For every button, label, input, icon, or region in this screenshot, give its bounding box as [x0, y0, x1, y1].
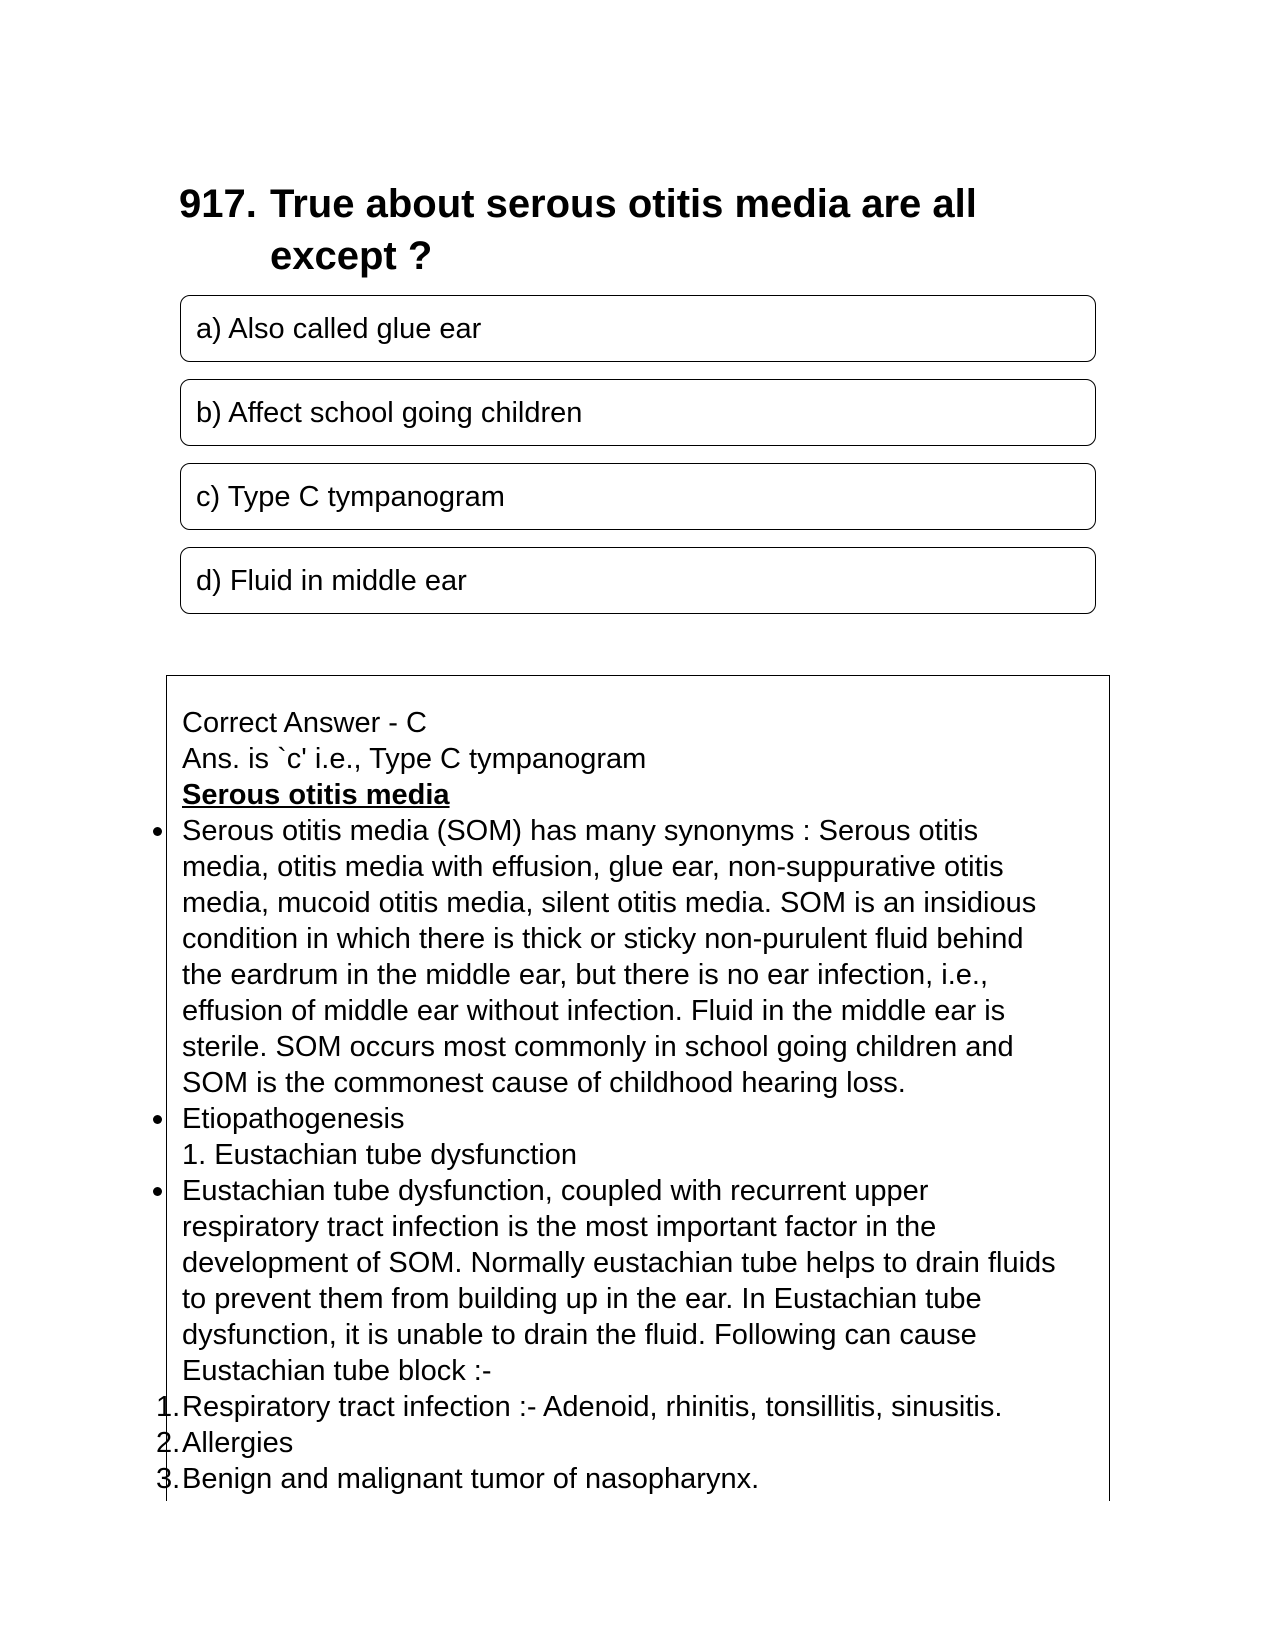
cause-item — [156, 1425, 1092, 1461]
cause-number: 1. — [156, 1391, 181, 1423]
paragraph-line: Eustachian tube dysfunction, coupled with recurrent upper — [182, 1175, 929, 1207]
question-number: 917. — [179, 182, 257, 226]
paragraph-line: Etiopathogenesis — [182, 1103, 405, 1135]
cause-item — [156, 1389, 1092, 1425]
option-a[interactable] — [180, 295, 1096, 362]
paragraph-line: sterile. SOM occurs most commonly in school going children and — [182, 1031, 1014, 1063]
option-label: d) Fluid in middle ear — [196, 565, 467, 597]
paragraph-line: the eardrum in the middle ear, but there is no ear infection, i.e., — [182, 959, 989, 991]
bullet-icon — [153, 1115, 162, 1124]
answer-explanation: Ans. is `c' i.e., Type C tympanogram — [182, 743, 647, 775]
paragraph-line: effusion of middle ear without infection. Fluid in the middle ear is — [182, 995, 1006, 1027]
option-b[interactable] — [180, 379, 1096, 446]
option-label: c) Type C tympanogram — [196, 481, 505, 513]
cause-item — [156, 1461, 1092, 1497]
paragraph-line: respiratory tract infection is the most important factor in the — [182, 1211, 937, 1243]
section-heading: Serous otitis media — [182, 779, 450, 811]
option-c[interactable] — [180, 463, 1096, 530]
cause-number: 2. — [156, 1427, 181, 1459]
cause-text: Benign and malignant tumor of nasopharynx. — [182, 1463, 760, 1495]
paragraph-line: to prevent them from building up in the ear. In Eustachian tube — [182, 1283, 982, 1315]
bullet-icon — [153, 1187, 162, 1196]
question-text — [270, 178, 1070, 282]
answer-content — [156, 705, 1092, 1497]
option-label: a) Also called glue ear — [196, 313, 482, 345]
cause-text: Respiratory tract infection :- Adenoid, rhinitis, tonsillitis, sinusitis. — [182, 1391, 1003, 1423]
paragraph-line: media, otitis media with effusion, glue ear, non-suppurative otitis — [182, 851, 1004, 883]
paragraph-line: dysfunction, it is unable to drain the fluid. Following can cause — [182, 1319, 977, 1351]
option-d[interactable] — [180, 547, 1096, 614]
paragraph-line: SOM is the commonest cause of childhood hearing loss. — [182, 1067, 906, 1099]
paragraph-line: Eustachian tube block :- — [182, 1355, 492, 1387]
bullet-icon — [153, 827, 162, 836]
bullet-item — [182, 1101, 1092, 1137]
question-text-line: except ? — [270, 234, 433, 278]
option-label: b) Affect school going children — [196, 397, 583, 429]
bullet-item — [182, 1173, 1092, 1389]
cause-number: 3. — [156, 1463, 181, 1495]
numbered-item: 1. Eustachian tube dysfunction — [182, 1139, 577, 1171]
question-text-line: True about serous otitis media are all — [270, 182, 977, 226]
paragraph-line: media, mucoid otitis media, silent otitis media. SOM is an insidious — [182, 887, 1037, 919]
paragraph-line: development of SOM. Normally eustachian tube helps to drain fluids — [182, 1247, 1056, 1279]
correct-answer: Correct Answer - C — [182, 707, 427, 739]
paragraph-line: condition in which there is thick or sticky non-purulent fluid behind — [182, 923, 1024, 955]
paragraph-line: Serous otitis media (SOM) has many synonyms : Serous otitis — [182, 815, 979, 847]
cause-text: Allergies — [182, 1427, 294, 1459]
bullet-item — [182, 813, 1092, 1101]
